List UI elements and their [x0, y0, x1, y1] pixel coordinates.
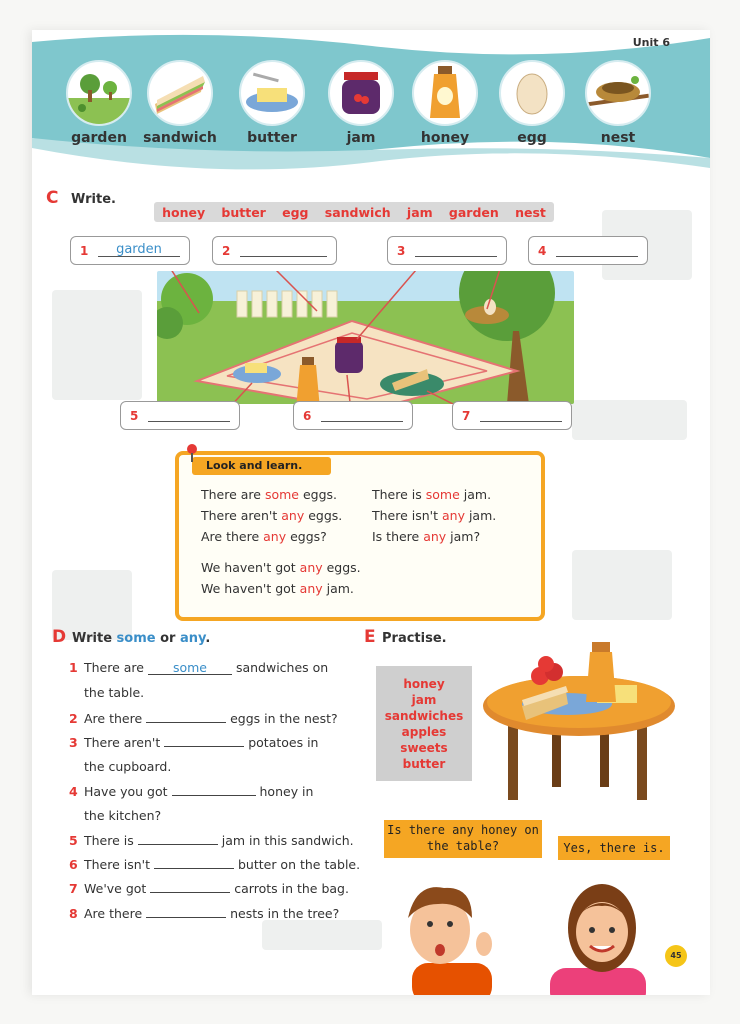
grammar-example: We haven't got any jam.	[201, 581, 354, 596]
section-d-letter: D	[52, 627, 67, 647]
answer-box-number: 7	[462, 408, 471, 423]
answer-blank[interactable]	[146, 905, 226, 918]
answer-box-2[interactable]	[212, 236, 337, 265]
exercise-d-item-3-cont: the cupboard.	[84, 759, 172, 774]
picnic-scene-illustration	[157, 271, 574, 404]
word-bank-item: jam	[406, 204, 433, 220]
answer-box-3[interactable]	[387, 236, 507, 265]
answer-blank[interactable]	[146, 710, 226, 723]
practise-word: honey	[403, 677, 445, 691]
answer-box-4[interactable]	[528, 236, 648, 265]
word-bank-item: butter	[221, 204, 266, 220]
word-bank-item: egg	[282, 204, 309, 220]
question-speech-bubble: Is there any honey on the table?	[384, 820, 542, 858]
practise-word: sandwiches	[384, 709, 464, 723]
vocab-jam: jam	[321, 60, 401, 146]
answer-line[interactable]	[480, 409, 562, 422]
answer-box-number: 4	[538, 243, 547, 258]
vocab-banner	[32, 30, 710, 170]
answer-line[interactable]	[556, 244, 638, 257]
vocab-sandwich: sandwich	[140, 60, 220, 146]
answer-box-number: 2	[222, 243, 231, 258]
answer-blank[interactable]	[164, 734, 244, 747]
answer-blank[interactable]	[172, 783, 256, 796]
unit-label: Unit 6	[632, 36, 670, 49]
answer-box-number: 3	[397, 243, 406, 258]
exercise-d-item-1-cont: the table.	[84, 685, 145, 700]
answer-line[interactable]	[321, 409, 403, 422]
bleed-through-panel	[572, 400, 687, 440]
pin-icon	[185, 443, 199, 463]
answer-line[interactable]: garden	[98, 244, 180, 257]
answer-box-1[interactable]	[70, 236, 190, 265]
boy-illustration	[392, 868, 502, 995]
bleed-through-panel	[52, 290, 142, 400]
word-bank-item: nest	[515, 204, 546, 220]
answer-box-number: 6	[303, 408, 312, 423]
sandwich-icon	[147, 60, 213, 126]
grammar-example: There isn't any jam.	[372, 508, 497, 523]
grammar-example: Is there any jam?	[372, 529, 481, 544]
exercise-d-item-8: 8 Are there nests in the tree?	[69, 906, 340, 921]
exercise-d-item-5: 5 There is jam in this sandwich.	[69, 833, 354, 848]
look-and-learn-title	[192, 457, 331, 475]
answer-box-6[interactable]	[293, 401, 413, 430]
practise-word: apples	[401, 725, 447, 739]
practise-word: sweets	[400, 741, 448, 755]
answer-speech-bubble: Yes, there is.	[558, 836, 670, 860]
grammar-example: We haven't got any eggs.	[201, 560, 361, 575]
answer-blank[interactable]: some	[148, 662, 232, 675]
answer-blank[interactable]	[154, 856, 234, 869]
answer-box-number: 5	[130, 408, 139, 423]
word-bank-item: garden	[448, 204, 499, 220]
vocab-honey: honey	[405, 60, 485, 146]
vocab-garden: garden	[59, 60, 139, 146]
garden-icon	[66, 60, 132, 126]
answer-line[interactable]	[415, 244, 497, 257]
jam-icon	[328, 60, 394, 126]
answer-box-5[interactable]	[120, 401, 240, 430]
answer-line[interactable]	[148, 409, 230, 422]
butter-icon	[239, 60, 305, 126]
vocab-nest: nest	[578, 60, 658, 146]
nest-icon	[585, 60, 651, 126]
exercise-d-item-4: 4 Have you got honey in	[69, 784, 314, 799]
vocab-butter: butter	[232, 60, 312, 146]
girl-illustration	[542, 878, 662, 995]
exercise-d-item-7: 7 We've got carrots in the bag.	[69, 881, 349, 896]
practise-word: butter	[402, 757, 446, 771]
look-and-learn-title-text: Look and learn.	[206, 459, 303, 472]
answer-blank[interactable]	[138, 832, 218, 845]
honey-icon	[412, 60, 478, 126]
answer-line[interactable]	[240, 244, 327, 257]
vocab-egg: egg	[492, 60, 572, 146]
exercise-d-item-6: 6 There isn't butter on the table.	[69, 857, 361, 872]
grammar-example: There are some eggs.	[201, 487, 338, 502]
egg-icon	[499, 60, 565, 126]
practise-word: jam	[411, 693, 437, 707]
section-e-letter: E	[364, 627, 376, 647]
word-bank	[154, 202, 554, 222]
grammar-example: Are there any eggs?	[201, 529, 327, 544]
grammar-example: There is some jam.	[372, 487, 492, 502]
word-bank-item: sandwich	[324, 204, 391, 220]
answer-blank[interactable]	[150, 880, 230, 893]
section-d-title: Write some or any.	[72, 631, 211, 646]
section-e-title: Practise.	[382, 631, 447, 646]
bleed-through-panel	[262, 920, 382, 950]
word-bank-item: honey	[162, 204, 206, 220]
exercise-d-item-4-cont: the kitchen?	[84, 808, 162, 823]
section-c-title: Write.	[71, 192, 116, 207]
practise-word-list	[376, 666, 472, 781]
answer-box-number: 1	[80, 243, 89, 258]
workbook-page	[32, 30, 710, 995]
grammar-example: There aren't any eggs.	[201, 508, 343, 523]
picnic-scene-drawing	[157, 271, 574, 404]
exercise-d-item-2: 2 Are there eggs in the nest?	[69, 711, 338, 726]
answer-box-7[interactable]	[452, 401, 572, 430]
look-and-learn-box	[175, 451, 545, 621]
section-c-letter: C	[46, 188, 59, 208]
page-number: 45	[665, 945, 687, 967]
table-illustration	[482, 610, 692, 815]
exercise-d-item-1: 1 There are some sandwiches on	[69, 660, 329, 675]
exercise-d-item-3: 3 There aren't potatoes in	[69, 735, 319, 750]
